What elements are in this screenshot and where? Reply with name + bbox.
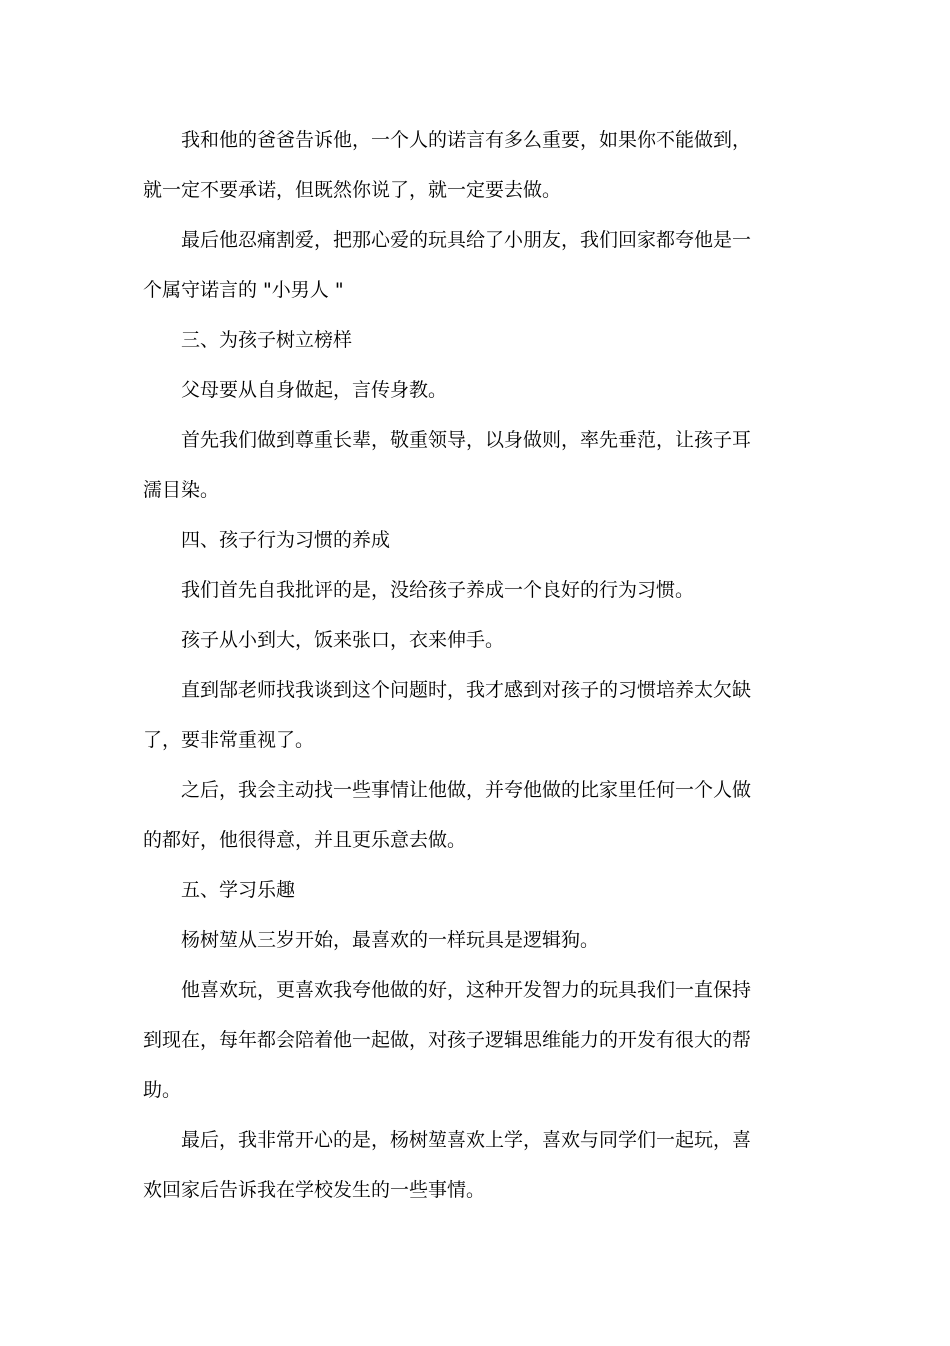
section-heading-learning-fun: 五、学习乐趣: [181, 879, 296, 901]
paragraph-logic-dog: 杨树堃从三岁开始，最喜欢的一样玩具是逻辑狗。: [181, 929, 600, 951]
paragraph-likes-school: 最后，我非常开心的是，杨树堃喜欢上学，喜欢与同学们一起玩，喜欢回家后告诉我在学校发生的一些事情。: [143, 1129, 752, 1201]
paragraph-respect-elders: 首先我们做到尊重长辈，敬重领导，以身做则，率先垂范，让孩子耳濡目染。: [143, 429, 752, 501]
paragraph-lead-by-example: 父母要从自身做起，言传身教。: [181, 379, 448, 401]
paragraph-spoiled: 孩子从小到大，饭来张口，衣来伸手。: [181, 629, 505, 651]
paragraph-little-man: 最后他忍痛割爱，把那心爱的玩具给了小朋友，我们回家都夸他是一个属守诺言的 "小男人 ": [143, 229, 752, 301]
paragraph-teacher-talk: 直到郜老师找我谈到这个问题时，我才感到对孩子的习惯培养太欠缺了，要非常重视了。: [143, 679, 752, 751]
paragraph-intelligence-toy: 他喜欢玩，更喜欢我夸他做的好，这种开发智力的玩具我们一直保持到现在，每年都会陪着他一起做，对孩子逻辑思维能力的开发有很大的帮助。: [143, 979, 752, 1101]
section-heading-habits: 四、孩子行为习惯的养成: [181, 529, 391, 551]
paragraph-chores: 之后，我会主动找一些事情让他做，并夸他做的比家里任何一个人做的都好，他很得意，并且更乐意去做。: [143, 779, 752, 851]
paragraph-promise-talk: 我和他的爸爸告诉他，一个人的诺言有多么重要，如果你不能做到，就一定不要承诺，但既然你说了，就一定要去做。: [143, 129, 752, 201]
document-body: [143, 115, 763, 1215]
paragraph-self-criticism: 我们首先自我批评的是，没给孩子养成一个良好的行为习惯。: [181, 579, 695, 601]
section-heading-role-model: 三、为孩子树立榜样: [181, 329, 353, 351]
